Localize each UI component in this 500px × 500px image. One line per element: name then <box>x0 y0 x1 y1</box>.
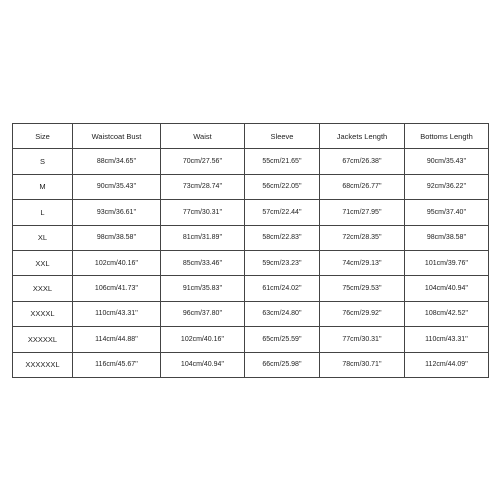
size-cell: S <box>13 149 73 174</box>
jackets-length-cell: 71cm/27.95'' <box>320 200 405 225</box>
header-bottoms-length: Bottoms Length <box>405 124 489 149</box>
waistcoat-bust-cell: 88cm/34.65'' <box>73 149 161 174</box>
bottoms-length-cell: 95cm/37.40'' <box>405 200 489 225</box>
jackets-length-cell: 72cm/28.35'' <box>320 225 405 250</box>
jackets-length-cell: 67cm/26.38'' <box>320 149 405 174</box>
waist-cell: 91cm/35.83'' <box>161 276 245 301</box>
waist-cell: 77cm/30.31'' <box>161 200 245 225</box>
jackets-length-cell: 75cm/29.53'' <box>320 276 405 301</box>
size-cell: XXXXXXL <box>13 352 73 377</box>
header-waistcoat-bust: Waistcoat Bust <box>73 124 161 149</box>
size-cell: L <box>13 200 73 225</box>
waistcoat-bust-cell: 116cm/45.67'' <box>73 352 161 377</box>
waist-cell: 70cm/27.56'' <box>161 149 245 174</box>
table-row <box>13 250 489 275</box>
sleeve-cell: 57cm/22.44'' <box>245 200 320 225</box>
sleeve-cell: 59cm/23.23'' <box>245 250 320 275</box>
sleeve-cell: 66cm/25.98'' <box>245 352 320 377</box>
waistcoat-bust-cell: 106cm/41.73'' <box>73 276 161 301</box>
header-size: Size <box>13 124 73 149</box>
sleeve-cell: 61cm/24.02'' <box>245 276 320 301</box>
waist-cell: 85cm/33.46'' <box>161 250 245 275</box>
jackets-length-cell: 68cm/26.77'' <box>320 174 405 199</box>
waist-cell: 96cm/37.80'' <box>161 301 245 326</box>
waistcoat-bust-cell: 102cm/40.16'' <box>73 250 161 275</box>
sleeve-cell: 65cm/25.59'' <box>245 327 320 352</box>
sleeve-cell: 55cm/21.65'' <box>245 149 320 174</box>
waist-cell: 81cm/31.89'' <box>161 225 245 250</box>
table-row <box>13 327 489 352</box>
bottoms-length-cell: 101cm/39.76'' <box>405 250 489 275</box>
bottoms-length-cell: 104cm/40.94'' <box>405 276 489 301</box>
waist-cell: 102cm/40.16'' <box>161 327 245 352</box>
size-cell: XXXXXL <box>13 327 73 352</box>
waistcoat-bust-cell: 93cm/36.61'' <box>73 200 161 225</box>
header-waist: Waist <box>161 124 245 149</box>
waistcoat-bust-cell: 98cm/38.58'' <box>73 225 161 250</box>
jackets-length-cell: 74cm/29.13'' <box>320 250 405 275</box>
waist-cell: 104cm/40.94'' <box>161 352 245 377</box>
waistcoat-bust-cell: 90cm/35.43'' <box>73 174 161 199</box>
size-cell: XXXL <box>13 276 73 301</box>
table-row <box>13 225 489 250</box>
bottoms-length-cell: 90cm/35.43'' <box>405 149 489 174</box>
jackets-length-cell: 77cm/30.31'' <box>320 327 405 352</box>
bottoms-length-cell: 98cm/38.58'' <box>405 225 489 250</box>
table-row <box>13 200 489 225</box>
bottoms-length-cell: 92cm/36.22'' <box>405 174 489 199</box>
waistcoat-bust-cell: 110cm/43.31'' <box>73 301 161 326</box>
header-row <box>13 124 489 149</box>
table-row <box>13 301 489 326</box>
waist-cell: 73cm/28.74'' <box>161 174 245 199</box>
bottoms-length-cell: 110cm/43.31'' <box>405 327 489 352</box>
sleeve-cell: 58cm/22.83'' <box>245 225 320 250</box>
jackets-length-cell: 78cm/30.71'' <box>320 352 405 377</box>
size-cell: XXL <box>13 250 73 275</box>
sleeve-cell: 63cm/24.80'' <box>245 301 320 326</box>
jackets-length-cell: 76cm/29.92'' <box>320 301 405 326</box>
bottoms-length-cell: 108cm/42.52'' <box>405 301 489 326</box>
size-cell: M <box>13 174 73 199</box>
table-row <box>13 174 489 199</box>
table-row <box>13 149 489 174</box>
bottoms-length-cell: 112cm/44.09'' <box>405 352 489 377</box>
waistcoat-bust-cell: 114cm/44.88'' <box>73 327 161 352</box>
header-jackets-length: Jackets Length <box>320 124 405 149</box>
header-sleeve: Sleeve <box>245 124 320 149</box>
table-row <box>13 276 489 301</box>
sleeve-cell: 56cm/22.05'' <box>245 174 320 199</box>
size-chart-table <box>12 123 489 378</box>
size-cell: XXXXL <box>13 301 73 326</box>
table-row <box>13 352 489 377</box>
size-cell: XL <box>13 225 73 250</box>
